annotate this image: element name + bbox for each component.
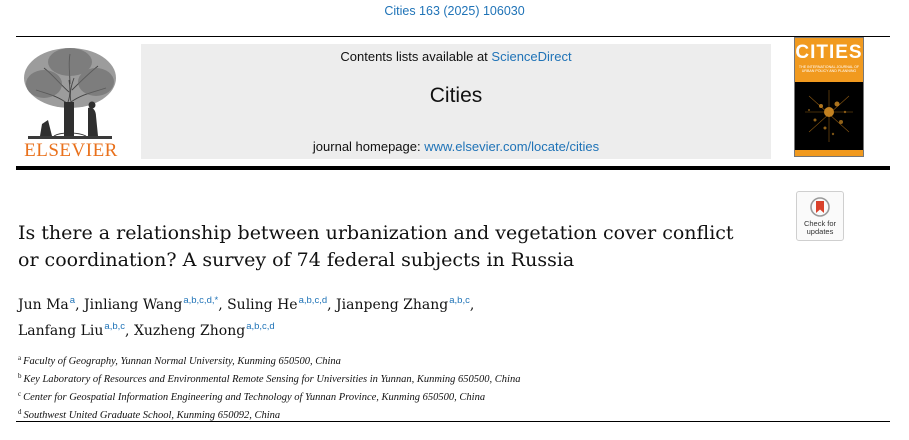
author-name: Lanfang Liu: [18, 323, 104, 339]
homepage-prefix: journal homepage:: [312, 139, 425, 154]
journal-homepage-link[interactable]: www.elsevier.com/locate/cities: [424, 139, 600, 154]
elsevier-wordmark[interactable]: ELSEVIER: [24, 140, 118, 161]
header-top-rule: [16, 36, 890, 37]
affiliation-item: [18, 351, 788, 369]
author-affiliation-link[interactable]: a: [69, 295, 76, 306]
author-list: [18, 290, 788, 342]
affiliation-item: [18, 369, 788, 387]
author-name: Xuzheng Zhong: [133, 323, 246, 339]
header-bottom-rule: [16, 166, 890, 170]
journal-title: Cities: [429, 84, 483, 107]
author-line-1: Jun Ma$^a$, Jinliang Wang$^{a,b,c,d,*}$, Suling He$^{a,b,c,d}$, Jianpeng Zhang$^{a,b,c}$,: [18, 295, 475, 313]
journal-citation[interactable]: Cities 163 (2025) 106030: [384, 4, 525, 18]
affiliation-text: Center for Geospatial Information Engineering and Technology of Yunnan Province, Kunming 650500, China: [23, 392, 486, 403]
author-affiliation-link[interactable]: a,b,c: [449, 295, 470, 306]
affiliation-text: Faculty of Geography, Yunnan Normal University, Kunming 650500, China: [23, 356, 341, 367]
journal-cover[interactable]: [794, 37, 864, 157]
author-name: Jianpeng Zhang: [336, 297, 449, 313]
front-matter-bottom-rule: [16, 421, 890, 422]
cover-city-lights-image: [795, 82, 863, 150]
affiliation-key: b: [18, 372, 22, 380]
check-for-updates-label: [797, 220, 843, 236]
author-affiliation-link[interactable]: a,b,c,d: [298, 295, 328, 306]
contents-line: [141, 49, 771, 64]
affiliation-item: [18, 387, 788, 405]
affiliation-key: c: [18, 390, 22, 398]
author-name: Jinliang Wang: [83, 297, 183, 313]
article-title-line2: or coordination? A survey of 74 federal subjects in Russia: [18, 249, 575, 271]
article-title: [18, 220, 788, 274]
affiliation-key: a: [18, 354, 22, 362]
affiliation-text: Southwest United Graduate School, Kunming 650092, China: [23, 410, 281, 421]
check-label-line1: Check for: [803, 219, 837, 228]
cover-bottom-band: [795, 150, 863, 156]
author-name: Jun Ma: [18, 297, 69, 313]
affiliation-list: [18, 351, 788, 423]
cover-subtitle: THE INTERNATIONAL JOURNAL OF URBAN POLICY AND PLANNING: [798, 65, 860, 74]
sciencedirect-link[interactable]: ScienceDirect: [491, 49, 572, 64]
author-affiliation-link[interactable]: a,b,c,d,*: [183, 295, 219, 306]
author-line-2: Lanfang Liu$^{a,b,c}$, Xuzheng Zhong$^{a,b,c,d}$: [18, 321, 275, 339]
author-affiliation-link[interactable]: a,b,c: [104, 321, 126, 332]
author-affiliation-link[interactable]: a,b,c,d: [246, 321, 275, 332]
affiliation-text: Key Laboratory of Resources and Environmental Remote Sensing for Universities in Yunnan, Kunming 650500, China: [23, 374, 521, 385]
affiliation-key: d: [18, 408, 22, 416]
homepage-line: [141, 139, 771, 154]
check-for-updates-icon: [810, 197, 830, 219]
article-title-line1: Is there a relationship between urbanization and vegetation cover conflict: [18, 222, 734, 244]
contents-prefix: Contents lists available at: [340, 49, 492, 64]
author-name: Suling He: [227, 297, 298, 313]
check-label-line2: updates: [806, 227, 834, 236]
cover-title: CITIES: [795, 42, 863, 63]
journal-banner: [141, 44, 771, 159]
check-for-updates-button[interactable]: [796, 191, 844, 241]
